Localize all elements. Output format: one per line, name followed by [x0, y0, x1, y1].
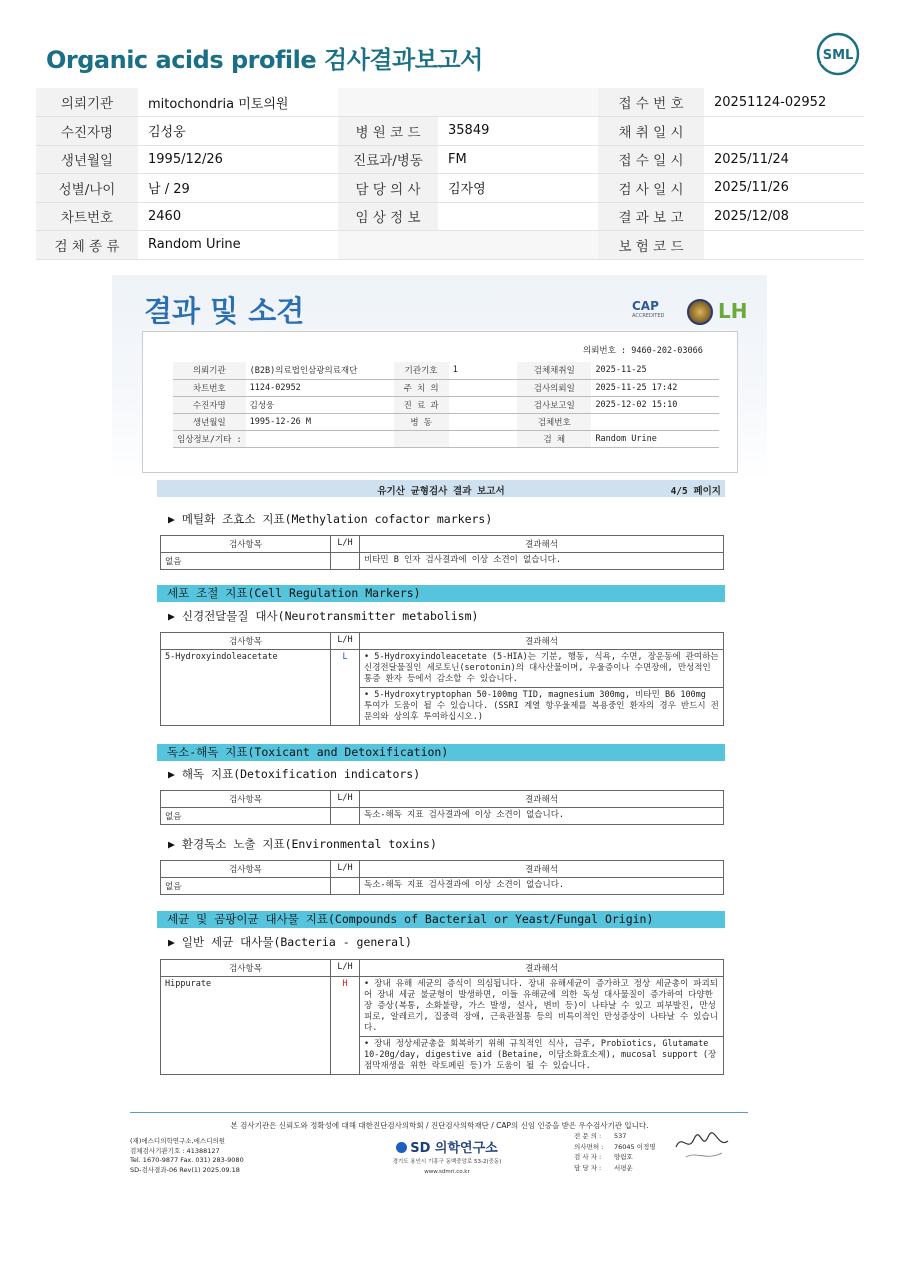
table-row: 5-Hydroxyindoleacetate L • 5-Hydroxyindoleacetate (5-HIA)는 기분, 행동, 식욕, 수면, 장운동에 관여하는 신경전달물질인 세로토닌(serotonin)의 대사산물이며, 우울증이나 수면장애, 만성적인 통증 환자 등에서 감소할 수 있습니다.: [161, 650, 724, 688]
footer-signatories: 전 문 의 : 537 의사면허 : 76045 이정명 검 사 자 : 양림호 담 당 자 : 서평운: [574, 1132, 656, 1172]
page-indicator: 4/5 페이지: [670, 486, 721, 497]
info-value: FM: [438, 145, 598, 174]
info-label: 담 당 의 사: [338, 174, 438, 203]
info-label: 차트번호: [36, 202, 138, 231]
footer-divider: [130, 1112, 748, 1113]
bacteria-table: 검사항목 L/H 결과해석 Hippurate H • 장내 유해 세균의 증식이 의심됩니다. 장내 유해세균이 증가하고 정상 세균총이 파괴되어 장내 세균 불균형이 발생하면, 이들 유해균에 의한 독성 대사물질이 증가하여 다양한 장 증상(복통, 소화불량, 가스 발생, 설사, 변비 등)이 나타날 수 있고 피부발진, 만성피로, 알레르기, 집중력 장애, 근육관절통 등의 비특이적인 만성증상이 나타날 수 있습니다. • 장내 정상세균총을 회복하기 위해 규칙적인 식사, 금주, Probiotics, Glutamate 10-20g/day, digestive aid (Betaine, 이담소화효소제), mucosal support (장점막재생을 위한 락토페린 등)가 도움이 될 수 있습니다.: [160, 959, 724, 1075]
info-label: [338, 88, 438, 117]
info-label: 결 과 보 고: [598, 202, 704, 231]
cap-accredited-logo: CAP ACCREDITED: [632, 299, 665, 319]
info-label: 수진자명: [36, 117, 138, 146]
kslm-seal-icon: [687, 299, 713, 325]
info-label: 보 험 코 드: [598, 231, 704, 260]
env-toxins-heading: ▶ 환경독소 노출 지표(Environmental toxins): [168, 837, 437, 851]
inner-row: [173, 396, 719, 413]
table-row: 없음 독소-해독 지표 검사결과에 이상 소견이 없습니다.: [161, 878, 724, 895]
inner-label: 차트번호: [173, 379, 246, 396]
info-value: [704, 117, 864, 146]
cell-regulation-band: 세포 조절 지표(Cell Regulation Markers): [157, 585, 725, 602]
sd-lab-logo: SD 의학연구소 경기도 용인시 기흥구 동백중앙로 53-2(중동) www.sdmri.co.kr: [392, 1141, 502, 1175]
info-value: [438, 202, 598, 231]
inner-value: [591, 413, 719, 430]
inner-value: 2025-11-25 17:42: [591, 379, 719, 396]
inner-value: [449, 379, 517, 396]
inner-label: 검체번호: [517, 413, 591, 430]
info-value: 2025/11/24: [704, 145, 864, 174]
info-label: 병 원 코 드: [338, 117, 438, 146]
detox-heading: ▶ 해독 지표(Detoxification indicators): [168, 767, 421, 781]
neurotransmitter-table: 검사항목 L/H 결과해석 5-Hydroxyindoleacetate L • 5-Hydroxyindoleacetate (5-HIA)는 기분, 행동, 식욕, 수면, 장운동에 관여하는 신경전달물질인 세로토닌(serotonin)의 대사산물이며, 우울증이나 수면장애, 만성적인 통증 환자 등에서 감소할 수 있습니다. • 5-Hydroxytryptophan 50-100mg TID, magnesium 300mg, 비타민 B6 100mg 투여가 도움이 될 수 있습니다. (SSRI 계열 항우울제를 복용중인 환자의 경우 반드시 전문의와 상의후 투여하십시오.): [160, 632, 724, 726]
patient-info-table: [36, 88, 864, 260]
info-label: 검 사 일 시: [598, 174, 704, 203]
info-row: [36, 231, 864, 260]
inner-value: Random Urine: [591, 430, 719, 447]
info-value: [438, 88, 598, 117]
page-title: Organic acids profile 검사결과보고서: [46, 46, 483, 74]
footer-certification: 본 검사기관은 신뢰도와 정확성에 대해 대한진단검사의학회 / 진단검사의학재단 / CAP의 신임 인증을 받은 우수검사기관 입니다.: [230, 1121, 649, 1130]
inner-value: 1: [449, 362, 517, 379]
info-value: 35849: [438, 117, 598, 146]
inner-label: 수진자명: [173, 396, 246, 413]
methylation-table: 검사항목 L/H 결과해석 없음 비타민 B 인자 검사결과에 이상 소견이 없습니다.: [160, 535, 724, 570]
inner-value: (B2B)의료법인삼광의료재단: [246, 362, 394, 379]
inner-value: [246, 430, 394, 447]
inner-row: [173, 413, 719, 430]
footer-lab-info: (재)에스디의학연구소,에스디의원 검체검사기관기호 : 41388127 Tel. 1670-9877 Fax. 031) 283-9080 SD-검사결과-06 Rev(1) 2025.09.18: [130, 1137, 244, 1174]
toxicant-band: 독소-해독 지표(Toxicant and Detoxification): [157, 744, 725, 761]
inner-label: 생년월일: [173, 413, 246, 430]
info-value: [704, 231, 864, 260]
inner-row: [173, 379, 719, 396]
inner-label: 병 동: [394, 413, 449, 430]
inner-label: 검사보고일: [517, 396, 591, 413]
inner-label: 검 체: [517, 430, 591, 447]
info-value: 2025/11/26: [704, 174, 864, 203]
report-heading: 결과 및 소견: [144, 294, 305, 328]
info-label: 생년월일: [36, 145, 138, 174]
inner-label: [394, 430, 449, 447]
inner-value: 김성웅: [246, 396, 394, 413]
inner-value: 2025-12-02 15:10: [591, 396, 719, 413]
inner-label: 검사의뢰일: [517, 379, 591, 396]
info-value: 2025/12/08: [704, 202, 864, 231]
logo-text: SML: [822, 48, 854, 63]
inner-label: 기관기호: [394, 362, 449, 379]
detox-table: 검사항목 L/H 결과해석 없음 독소-해독 지표 검사결과에 이상 소견이 없습니다.: [160, 790, 724, 825]
info-label: 접 수 일 시: [598, 145, 704, 174]
neurotransmitter-heading: ▶ 신경전달물질 대사(Neurotransmitter metabolism): [168, 609, 479, 623]
info-value: Random Urine: [138, 231, 338, 260]
inner-row: [173, 362, 719, 379]
info-value: mitochondria 미토의원: [138, 88, 338, 117]
info-label: 진료과/병동: [338, 145, 438, 174]
env-toxins-table: 검사항목 L/H 결과해석 없음 독소-해독 지표 검사결과에 이상 소견이 없습니다.: [160, 860, 724, 895]
info-row: [36, 88, 864, 117]
inner-patient-table: [173, 362, 719, 448]
info-row: [36, 145, 864, 174]
inner-label: 의뢰기관: [173, 362, 246, 379]
info-row: [36, 174, 864, 203]
info-label: 접 수 번 호: [598, 88, 704, 117]
inner-value: [449, 430, 517, 447]
info-label: 임 상 정 보: [338, 202, 438, 231]
info-value: 1995/12/26: [138, 145, 338, 174]
info-value: 김자영: [438, 174, 598, 203]
methylation-heading: ▶ 메틸화 조효소 지표(Methylation cofactor markers): [168, 512, 493, 526]
request-number: 의뢰번호 : 9460-202-03066: [583, 346, 703, 356]
bacterial-band: 세균 및 곰팡이균 대사물 지표(Compounds of Bacterial or Yeast/Fungal Origin): [157, 911, 725, 928]
info-label: 검 체 종 류: [36, 231, 138, 260]
info-value: 김성웅: [138, 117, 338, 146]
info-label: 성별/나이: [36, 174, 138, 203]
info-value: 2460: [138, 202, 338, 231]
info-value: 남 / 29: [138, 174, 338, 203]
inner-value: 1124-02952: [246, 379, 394, 396]
info-row: [36, 117, 864, 146]
table-row: 없음 독소-해독 지표 검사결과에 이상 소견이 없습니다.: [161, 808, 724, 825]
info-value: 20251124-02952: [704, 88, 864, 117]
bacteria-heading: ▶ 일반 세균 대사물(Bacteria - general): [168, 935, 412, 949]
inner-label: 검체채취일: [517, 362, 591, 379]
inner-value: [449, 413, 517, 430]
inner-value: 2025-11-25: [591, 362, 719, 379]
info-row: [36, 202, 864, 231]
lh-logo: LH: [718, 299, 748, 323]
inner-label: 임상정보/기타 :: [173, 430, 246, 447]
table-row: • 장내 정상세균총을 회복하기 위해 규칙적인 식사, 금주, Probiotics, Glutamate 10-20g/day, digestive aid (Betaine, 이담소화효소제), mucosal support (장점막재생을 위한 락토페린 등)가 도움이 될 수 있습니다.: [161, 1037, 724, 1075]
signature-icon: [672, 1127, 732, 1163]
info-label: 의뢰기관: [36, 88, 138, 117]
report-section-title: 유기산 균형검사 결과 보고서 4/5 페이지: [157, 480, 725, 497]
inner-label: 주 치 의: [394, 379, 449, 396]
inner-value: 1995-12-26 M: [246, 413, 394, 430]
inner-row: [173, 430, 719, 447]
sml-logo: [816, 32, 860, 76]
sd-logo-icon: [396, 1142, 407, 1153]
inner-patient-box: [142, 331, 738, 473]
table-row: 없음 비타민 B 인자 검사결과에 이상 소견이 없습니다.: [161, 553, 724, 570]
table-row: • 5-Hydroxytryptophan 50-100mg TID, magnesium 300mg, 비타민 B6 100mg 투여가 도움이 될 수 있습니다. (SSRI 계열 항우울제를 복용중인 환자의 경우 반드시 전문의와 상의후 투여하십시오.): [161, 688, 724, 726]
inner-label: 진 료 과: [394, 396, 449, 413]
inner-value: [449, 396, 517, 413]
info-label: [338, 231, 438, 260]
info-label: 채 취 일 시: [598, 117, 704, 146]
info-value: [438, 231, 598, 260]
report-image: [112, 275, 767, 1175]
table-row: Hippurate H • 장내 유해 세균의 증식이 의심됩니다. 장내 유해세균이 증가하고 정상 세균총이 파괴되어 장내 세균 불균형이 발생하면, 이들 유해균에 의한 독성 대사물질이 증가하여 다양한 장 증상(복통, 소화불량, 가스 발생, 설사, 변비 등)이 나타날 수 있고 피부발진, 만성피로, 알레르기, 집중력 장애, 근육관절통 등의 비특이적인 만성증상이 나타날 수 있습니다.: [161, 977, 724, 1037]
